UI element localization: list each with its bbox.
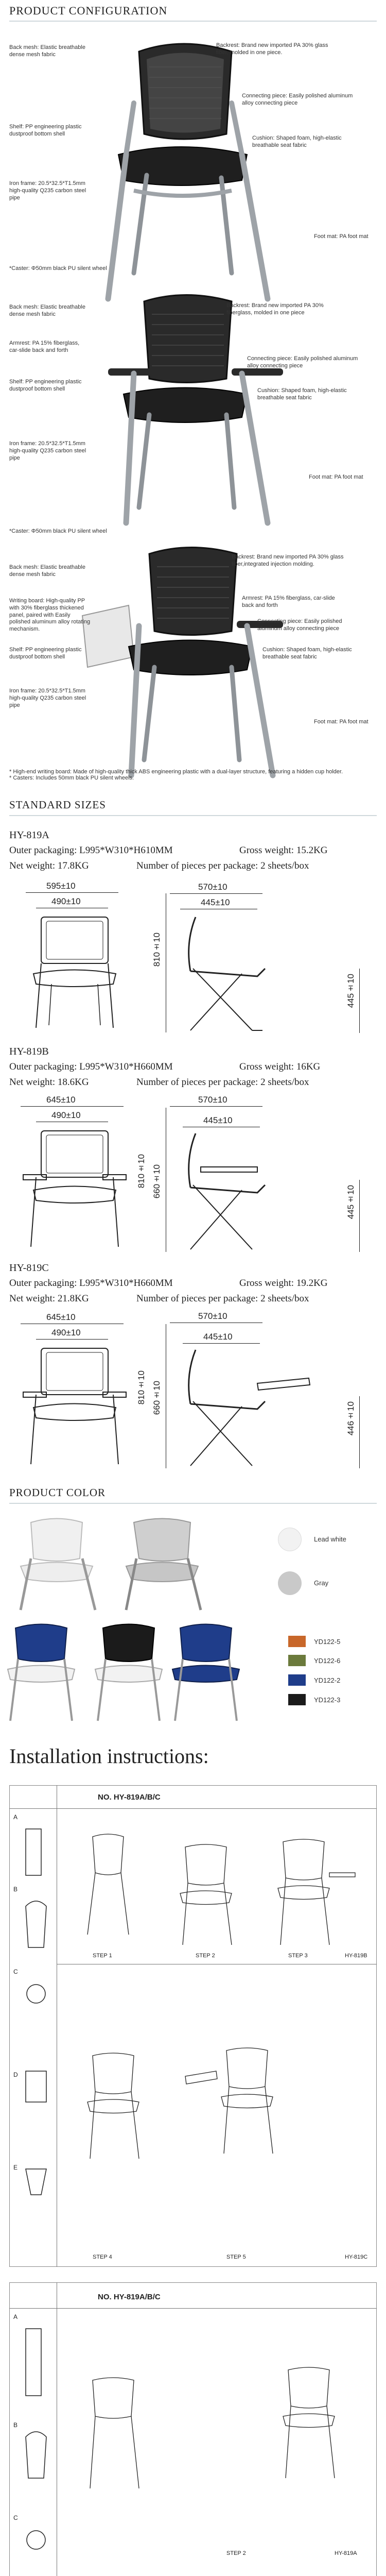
dim-front-outer-c: 645±10 [46, 1312, 76, 1322]
swatch-2[interactable] [288, 1674, 306, 1686]
dim-seat-height-c: 446±10 [346, 1401, 356, 1436]
outer-packaging-b: Outer packaging: L995*W310*H660MM [9, 1061, 173, 1072]
dim-line [359, 969, 360, 1033]
part-letter-c: C [13, 1968, 18, 1975]
model-name-b: HY-819B [9, 1046, 49, 1057]
callout-back-mesh: Back mesh: Elastic breathable dense mesh fabric [9, 44, 85, 58]
swatch-3[interactable] [288, 1694, 306, 1705]
part-letter-a: A [13, 1814, 18, 1821]
dim-side-seat-b: 445±10 [203, 1115, 233, 1125]
dim-front-inner-a: 490±10 [51, 896, 81, 906]
pieces-per-package-b: Number of pieces per package: 2 sheets/box [136, 1077, 309, 1088]
net-weight-b: Net weight: 18.6KG [9, 1077, 89, 1088]
callout-writing-board-3: Writing board: High-quality PP with 30% fiberglass thickened panel, paired with Easily polished aluminum alloy rotating mechanism. [9, 598, 91, 632]
dim-line [170, 1106, 262, 1107]
dim-front-inner-b: 490±10 [51, 1110, 81, 1120]
dim-height-b: 810±10 [136, 1154, 146, 1189]
gray-chair-photo [118, 1512, 206, 1615]
callout-backrest-2: Backrest: Brand new imported PA 30% fiberglass, molded in one piece [226, 302, 324, 316]
swatch-label-0: YD122-5 [314, 1638, 341, 1646]
callout-shelf-2: Shelf: PP engineering plastic dustproof bottom shell [9, 379, 82, 392]
callout-foot-mat-3: Foot mat: PA foot mat [314, 719, 369, 725]
callout-cushion-3: Cushion: Shaped foam, high-elastic breathable seat fabric [262, 647, 352, 660]
dim-seat-height-b: 445±10 [346, 1185, 356, 1219]
section-title-color: PRODUCT COLOR [9, 1486, 106, 1499]
parts-drawing-1 [21, 1824, 51, 2246]
divider [9, 2308, 377, 2309]
colored-chairs-photo [5, 1618, 247, 1726]
swatch-label-gray: Gray [314, 1579, 329, 1587]
net-weight-a: Net weight: 17.8KG [9, 860, 89, 871]
swatch-label-1: YD122-6 [314, 1657, 341, 1665]
install-1-label-c: HY-819C [345, 2254, 368, 2260]
dim-line [359, 1396, 360, 1468]
callout-cushion-2: Cushion: Shaped foam, high-elastic breathable seat fabric [257, 387, 347, 401]
dim-line [170, 893, 262, 894]
callout-back-mesh-2: Back mesh: Elastic breathable dense mesh fabric [9, 304, 85, 317]
part-letter-e: E [13, 2164, 18, 2171]
section-title-configuration: PRODUCT CONFIGURATION [9, 4, 168, 17]
install-2-label-a: HY-819A [335, 2550, 357, 2556]
swatch-label-lead-white: Lead white [314, 1535, 346, 1543]
dim-arm-height-b: 660±10 [152, 1164, 162, 1199]
section-title-sizes: STANDARD SIZES [9, 799, 106, 811]
callout-connecting-piece-2: Connecting piece: Easily polished aluminum alloy connecting piece [247, 355, 358, 369]
callout-foot-mat-2: Foot mat: PA foot mat [309, 474, 363, 480]
dim-line [36, 1339, 108, 1340]
pieces-per-package-c: Number of pieces per package: 2 sheets/box [136, 1293, 309, 1304]
part-letter-a-2: A [13, 2313, 18, 2320]
dim-line [183, 1343, 260, 1344]
dim-arm-height-c: 660±10 [152, 1381, 162, 1415]
chair-b-front-drawing [21, 1126, 129, 1249]
callout-armrest-2: Armrest: PA 15% fiberglass, car-slide back and forth [9, 340, 80, 353]
install-2-step-2: STEP 2 [226, 2550, 246, 2556]
install-1-step-2: STEP 2 [196, 1953, 215, 1959]
chair-a-side-drawing [175, 912, 340, 1036]
swatch-1[interactable] [288, 1655, 306, 1666]
callout-cushion: Cushion: Shaped foam, high-elastic breathable seat fabric [252, 135, 342, 148]
gross-weight-b: Gross weight: 16KG [239, 1061, 321, 1072]
install-sheet-1-header: NO. HY-819A/B/C [98, 1793, 161, 1802]
callout-shelf-3: Shelf: PP engineering plastic dustproof bottom shell [9, 647, 82, 660]
install-1-step-3: STEP 3 [288, 1953, 308, 1959]
parts-drawing-2 [21, 2324, 51, 2576]
dim-side-seat-c: 445±10 [203, 1332, 233, 1342]
dim-height-a: 810±10 [152, 933, 162, 967]
swatch-label-3: YD122-3 [314, 1696, 341, 1704]
gross-weight-a: Gross weight: 15.2KG [239, 845, 328, 856]
dim-height-c: 810±10 [136, 1370, 146, 1405]
section-divider [9, 815, 377, 816]
chair-b-side-drawing [175, 1128, 340, 1255]
callout-foot-mat: Foot mat: PA foot mat [314, 233, 369, 240]
dim-side-top-c: 570±10 [198, 1311, 227, 1321]
install-1-step-4-5-drawings [62, 1973, 371, 2241]
install-sheet-2-header: NO. HY-819A/B/C [98, 2293, 161, 2301]
swatch-gray[interactable] [278, 1571, 302, 1595]
install-1-step-1: STEP 1 [93, 1953, 112, 1959]
dim-side-seat-a: 445±10 [201, 897, 230, 907]
outer-packaging-c: Outer packaging: L995*W310*H660MM [9, 1278, 173, 1289]
chair-c-config-image [72, 538, 309, 796]
chair-b-config-image [77, 286, 304, 544]
dim-front-outer-b: 645±10 [46, 1095, 76, 1105]
outer-packaging-a: Outer packaging: L995*W310*H610MM [9, 845, 173, 856]
callout-iron-frame-2: Iron frame: 20.5*32.5*T1.5mm high-quality Q235 carbon steel pipe [9, 440, 86, 461]
footnote-caster-2: *Caster: Φ50mm black PU silent wheel [9, 528, 107, 534]
callout-backrest: Backrest: Brand new imported PA 30% glass fiber, molded in one piece. [216, 42, 328, 56]
dim-front-outer-a: 595±10 [46, 881, 76, 891]
callout-backrest-3: Backrest: Brand new imported PA 30% glass fiber,integrated injection molding. [232, 554, 344, 567]
swatch-0[interactable] [288, 1636, 306, 1647]
footnote-writing-board: * High-end writing board: Made of high-quality thick ABS engineering plastic with a dual-layer structure, featuring a hidden cup holder. * Casters: Includes 50mm black PU silent wheels. [9, 769, 343, 781]
pieces-per-package-a: Number of pieces per package: 2 sheets/box [136, 860, 309, 871]
dim-side-top-a: 570±10 [198, 882, 227, 892]
chair-a-front-drawing [26, 912, 124, 1030]
section-divider [9, 21, 377, 22]
part-letter-b: B [13, 1886, 18, 1893]
swatch-label-2: YD122-2 [314, 1676, 341, 1684]
chair-c-front-drawing [21, 1343, 129, 1467]
callout-connecting-piece: Connecting piece: Easily polished aluminum alloy connecting piece [242, 93, 353, 106]
dim-line [21, 1106, 124, 1107]
dim-line [26, 892, 118, 893]
section-title-install: Installation instructions: [9, 1744, 209, 1768]
callout-iron-frame-3: Iron frame: 20.5*32.5*T1.5mm high-quality Q235 carbon steel pipe [9, 688, 86, 708]
install-2-step-1-2-drawings [62, 2318, 371, 2566]
part-letter-b-2: B [13, 2421, 18, 2429]
model-name-a: HY-819A [9, 829, 49, 841]
footnote-caster: *Caster: Φ50mm black PU silent wheel [9, 265, 107, 272]
divider [9, 1808, 377, 1809]
chair-a-config-image [77, 31, 293, 319]
callout-connecting-piece-3: Connecting piece: Easily polished aluminum alloy connecting piece [257, 618, 342, 632]
gross-weight-c: Gross weight: 19.2KG [239, 1278, 328, 1289]
dim-line [359, 1180, 360, 1252]
dim-front-inner-c: 490±10 [51, 1328, 81, 1337]
callout-armrest-3: Armrest: PA 15% fiberglass, car-slide back and forth [242, 595, 335, 608]
section-divider [9, 1503, 377, 1504]
dim-side-top-b: 570±10 [198, 1095, 227, 1105]
callout-back-mesh-3: Back mesh: Elastic breathable dense mesh fabric [9, 564, 85, 578]
install-1-step-5: STEP 5 [226, 2254, 246, 2260]
callout-shelf: Shelf: PP engineering plastic dustproof bottom shell [9, 124, 82, 137]
install-1-label-b: HY-819B [345, 1953, 367, 1959]
part-letter-c-2: C [13, 2514, 18, 2521]
install-1-step-4: STEP 4 [93, 2254, 112, 2260]
white-chair-photo [10, 1512, 103, 1615]
net-weight-c: Net weight: 21.8KG [9, 1293, 89, 1304]
chair-c-side-drawing [175, 1345, 340, 1471]
model-name-c: HY-819C [9, 1262, 49, 1274]
dim-seat-height-a: 445±10 [346, 974, 356, 1008]
part-letter-d: D [13, 2071, 18, 2078]
swatch-lead-white[interactable] [278, 1528, 302, 1551]
callout-iron-frame: Iron frame: 20.5*32.5*T1.5mm high-quality Q235 carbon steel pipe [9, 180, 86, 201]
